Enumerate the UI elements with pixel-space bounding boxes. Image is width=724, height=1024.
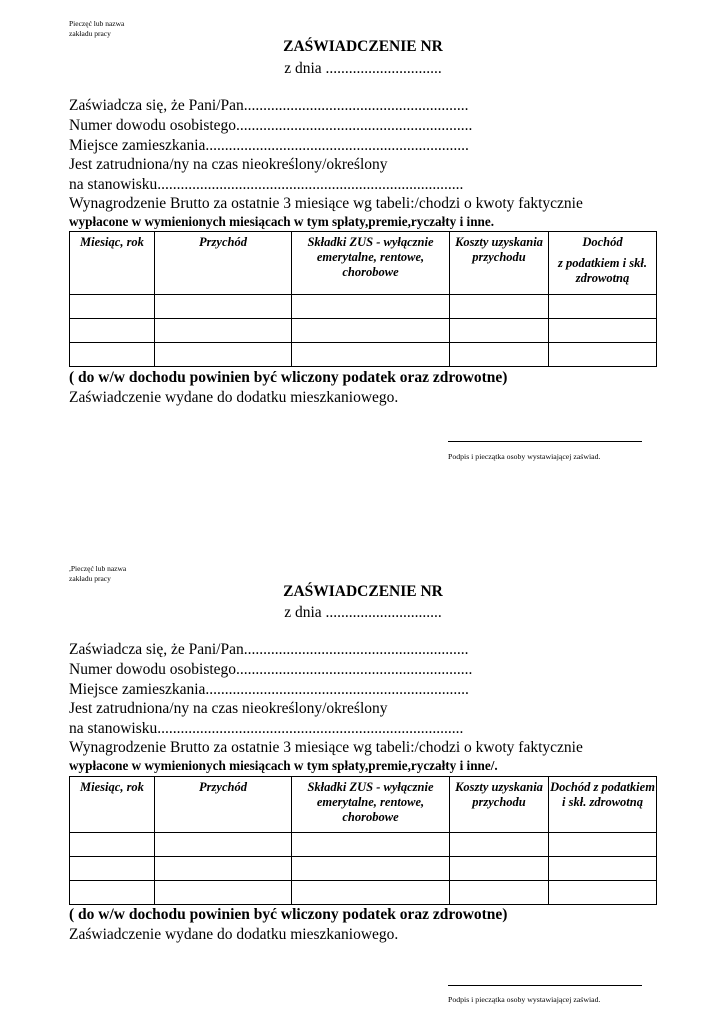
table-cell[interactable]: [155, 319, 292, 343]
table-row: [70, 319, 657, 343]
certificate-title: ZAŚWIADCZENIE NR: [283, 583, 443, 600]
table-cell[interactable]: [450, 319, 549, 343]
stamp-label: [69, 564, 126, 584]
salary-line: Wynagrodzenie Brutto za ostatnie 3 miesiące wg tabeli:/chodzi o kwoty faktycznie: [69, 739, 583, 756]
table-cell[interactable]: [292, 295, 450, 319]
col-net-income-subtitle: z podatkiem i skł. zdrowotną: [558, 256, 647, 285]
table-row: [70, 833, 657, 857]
table-cell[interactable]: [549, 833, 657, 857]
person-line: Zaświadcza się, że Pani/Pan..........................................................: [69, 641, 469, 658]
table-cell[interactable]: [70, 857, 155, 881]
address-line: Miejsce zamieszkania....................................................................: [69, 137, 469, 154]
table-cell[interactable]: [155, 295, 292, 319]
table-cell[interactable]: [155, 833, 292, 857]
table-cell[interactable]: [450, 833, 549, 857]
employment-type-line: Jest zatrudniona/ny na czas nieokreślony/określony: [69, 156, 388, 173]
table-cell[interactable]: [292, 833, 450, 857]
purpose-note: Zaświadczenie wydane do dodatku mieszkaniowego.: [69, 389, 399, 406]
table-cell[interactable]: [70, 343, 155, 367]
table-cell[interactable]: [549, 343, 657, 367]
stamp-label-line-2: zakładu pracy: [69, 574, 111, 583]
signature-caption: Podpis i pieczątka osoby wystawiającej zaświad.: [448, 995, 601, 1004]
tax-note: ( do w/w dochodu powinien być wliczony podatek oraz zdrowotne): [69, 369, 508, 386]
col-income: Przychód: [155, 232, 292, 295]
employment-type-line: Jest zatrudniona/ny na czas nieokreślony/określony: [69, 700, 388, 717]
table-cell[interactable]: [70, 881, 155, 905]
position-line: na stanowisku...............................................................................: [69, 176, 464, 193]
purpose-note: Zaświadczenie wydane do dodatku mieszkaniowego.: [69, 926, 399, 943]
col-zus-contributions: Składki ZUS - wyłącznie emerytalne, rentowe, chorobowe: [292, 232, 450, 295]
table-cell[interactable]: [70, 295, 155, 319]
table-cell[interactable]: [155, 881, 292, 905]
id-number-line: Numer dowodu osobistego.............................................................: [69, 117, 473, 134]
table-cell[interactable]: [450, 295, 549, 319]
col-costs: Koszty uzyskania przychodu: [450, 777, 549, 833]
table-cell[interactable]: [292, 857, 450, 881]
table-row: [70, 857, 657, 881]
certificate-title: ZAŚWIADCZENIE NR: [283, 38, 443, 55]
col-month-year: Miesiąc, rok: [70, 232, 155, 295]
table-cell[interactable]: [292, 319, 450, 343]
person-line: Zaświadcza się, że Pani/Pan..........................................................: [69, 97, 469, 114]
col-costs: Koszty uzyskania przychodu: [450, 232, 549, 295]
col-net-income: Dochód z podatkiem i skł. zdrowotną: [549, 777, 657, 833]
salary-bold-line: wypłacone w wymienionych miesiącach w tym spłaty,premie,ryczałty i inne.: [69, 214, 495, 229]
table-cell[interactable]: [549, 319, 657, 343]
col-net-income: [549, 232, 657, 295]
salary-table: [69, 776, 657, 905]
date-line: z dnia ..............................: [284, 604, 442, 621]
table-cell[interactable]: [549, 295, 657, 319]
stamp-label: [69, 19, 124, 39]
signature-line: [448, 985, 642, 986]
table-cell[interactable]: [549, 857, 657, 881]
id-number-line: Numer dowodu osobistego.............................................................: [69, 661, 473, 678]
signature-line: [448, 441, 642, 442]
stamp-label-line-1: Pieczęć lub nazwa: [69, 19, 125, 28]
table-row: [70, 343, 657, 367]
table-row: [70, 881, 657, 905]
col-income: Przychód: [155, 777, 292, 833]
position-line: na stanowisku...............................................................................: [69, 720, 464, 737]
salary-table: [69, 231, 657, 367]
date-line: z dnia ..............................: [284, 60, 442, 77]
salary-bold-line: wypłacone w wymienionych miesiącach w tym spłaty,premie,ryczałty i inne/.: [69, 758, 498, 773]
table-cell[interactable]: [70, 319, 155, 343]
col-zus-contributions: Składki ZUS - wyłącznie emerytalne, rentowe, chorobowe: [292, 777, 450, 833]
col-net-income-title: Dochód: [582, 235, 623, 249]
salary-line: Wynagrodzenie Brutto za ostatnie 3 miesiące wg tabeli:/chodzi o kwoty faktycznie: [69, 195, 583, 212]
signature-caption: Podpis i pieczątka osoby wystawiającej zaświad.: [448, 452, 601, 461]
table-cell[interactable]: [450, 857, 549, 881]
tax-note: ( do w/w dochodu powinien być wliczony podatek oraz zdrowotne): [69, 906, 508, 923]
table-cell[interactable]: [450, 343, 549, 367]
table-cell[interactable]: [155, 343, 292, 367]
table-cell[interactable]: [292, 343, 450, 367]
col-month-year: Miesiąc, rok: [70, 777, 155, 833]
stamp-label-line-2: zakładu pracy: [69, 29, 111, 38]
table-cell[interactable]: [450, 881, 549, 905]
stamp-label-line-1: ,Pieczęć lub nazwa: [69, 564, 127, 573]
table-cell[interactable]: [292, 881, 450, 905]
table-cell[interactable]: [155, 857, 292, 881]
table-row: [70, 295, 657, 319]
table-cell[interactable]: [549, 881, 657, 905]
table-cell[interactable]: [70, 833, 155, 857]
address-line: Miejsce zamieszkania....................................................................: [69, 681, 469, 698]
